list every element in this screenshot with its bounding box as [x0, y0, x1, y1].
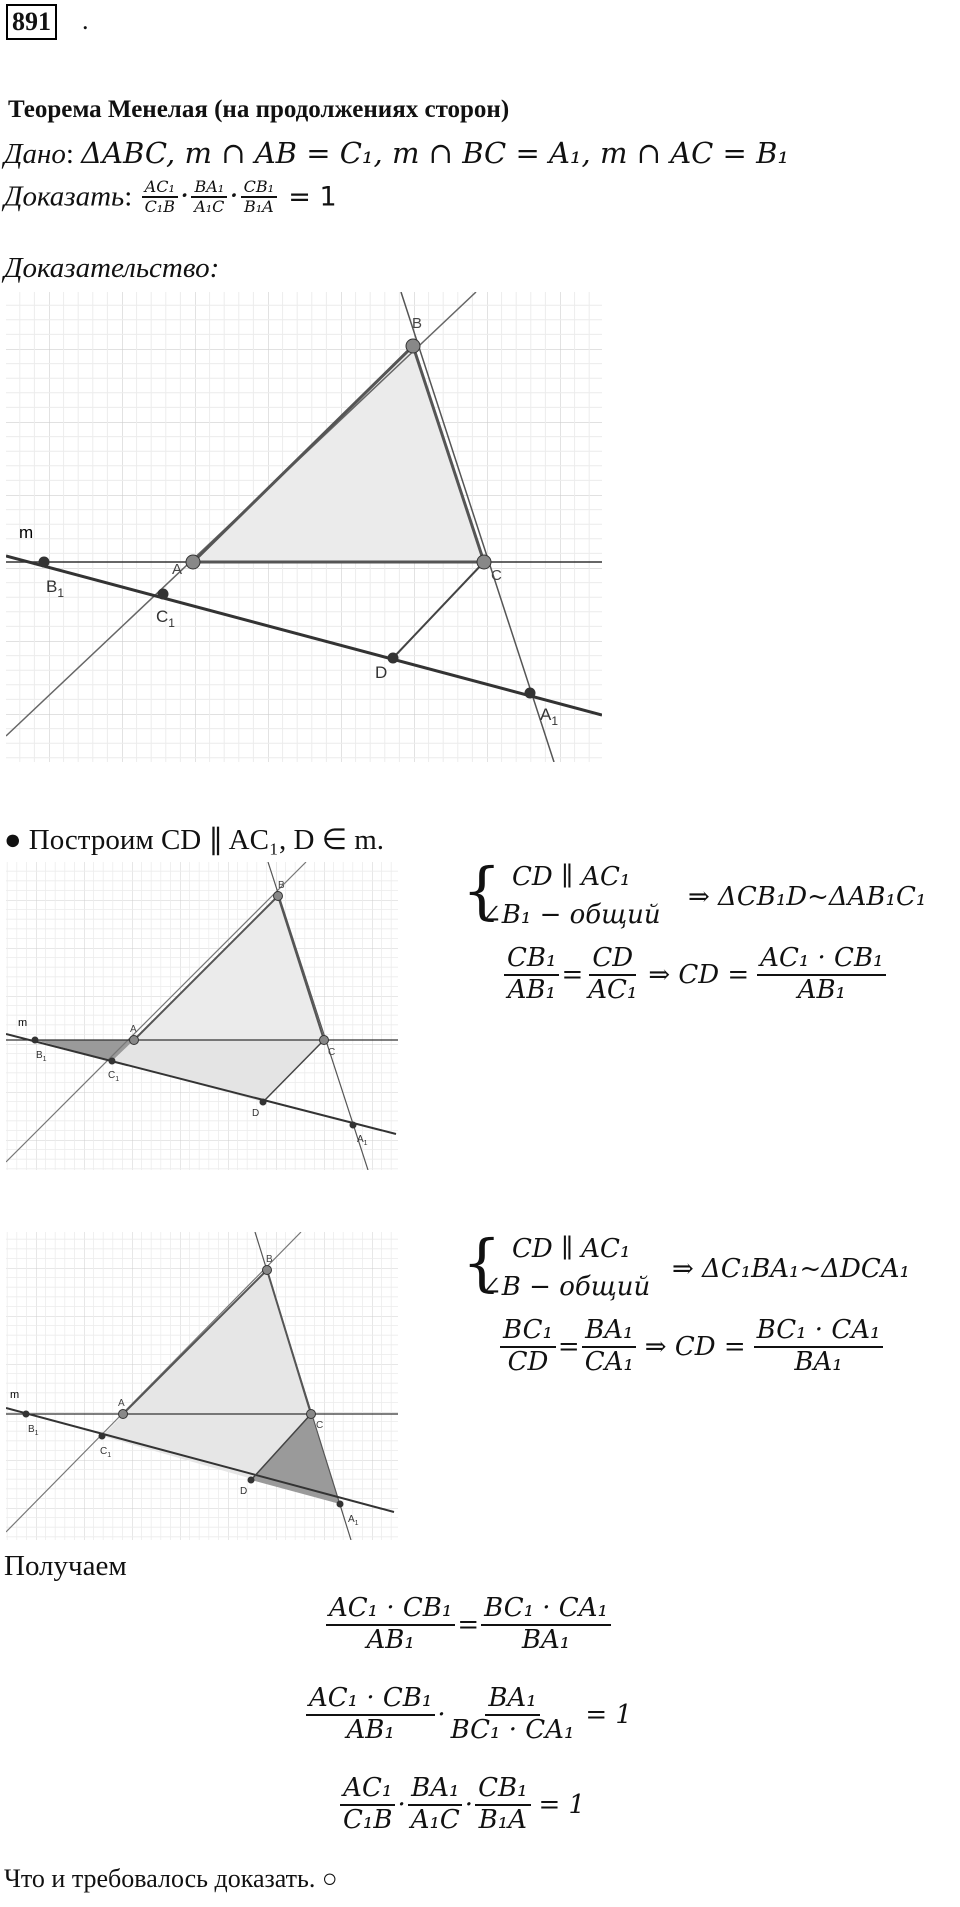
prove-frac2-den: A₁C: [194, 197, 225, 217]
label-b: B: [412, 315, 423, 332]
point-d: [388, 653, 399, 664]
given-line: Дано: ΔABC, m ∩ AB = C₁, m ∩ BC = A₁, m ∩ AC = B₁: [4, 136, 790, 170]
point-c: [307, 1410, 316, 1419]
r3-c-den: B₁A: [478, 1804, 527, 1835]
r3-b-num: BA₁: [408, 1774, 462, 1806]
label-a1: $A_1$: [540, 705, 559, 728]
point-c1: [99, 1433, 106, 1440]
step2-eq: =: [557, 1331, 580, 1362]
point-d: [248, 1477, 255, 1484]
proof-label: Доказательство:: [4, 252, 220, 284]
prove-label: Доказать: [4, 180, 125, 213]
point-a: [186, 555, 200, 569]
step1-frac1-num: CB₁: [504, 944, 559, 976]
label-c: C: [316, 1420, 324, 1431]
r1-left-den: AB₁: [366, 1624, 415, 1655]
label-c1: $C_1$: [156, 607, 175, 630]
step1-frac3-den: AB₁: [797, 974, 846, 1005]
result-line1: [324, 1594, 613, 1656]
conclusion: Что и требовалось доказать. ○: [4, 1864, 338, 1893]
step1-conclusion: ⇒ ΔCB₁D~ΔAB₁C₁: [688, 882, 927, 912]
label-d: D: [240, 1486, 248, 1497]
r3-a-num: AC₁: [340, 1774, 395, 1806]
r3-a-den: C₁B: [343, 1804, 393, 1835]
figure-step1: [6, 862, 398, 1170]
prove-frac3-den: B₁A: [243, 197, 274, 217]
label-c: C: [491, 567, 502, 584]
result-line2: [304, 1684, 632, 1746]
r3-one: = 1: [538, 1789, 586, 1820]
r2-a-den: AB₁: [346, 1714, 395, 1745]
r1-right-num: BC₁ · CA₁: [481, 1594, 611, 1626]
label-b1: $B_1$: [36, 1050, 47, 1063]
r3-dot1: ·: [397, 1789, 406, 1820]
point-c: [320, 1036, 329, 1045]
point-c1: [109, 1058, 116, 1065]
point-b1: [32, 1037, 39, 1044]
figure-step2: [6, 1232, 398, 1540]
step1-mid: ⇒ CD =: [648, 959, 750, 990]
label-c1: $C_1$: [100, 1446, 112, 1459]
point-a: [130, 1036, 139, 1045]
label-b: B: [278, 880, 285, 891]
r1-right-den: BA₁: [521, 1624, 571, 1655]
step2-ratio: [498, 1316, 885, 1378]
step1-eq: =: [561, 959, 584, 990]
label-a: A: [172, 561, 183, 578]
theorem-title: Теорема Менелая (на продолжениях сторон): [8, 96, 510, 123]
step1-ratio: [502, 944, 888, 1006]
point-b1: [23, 1411, 30, 1418]
step2-frac3-den: BA₁: [794, 1346, 843, 1377]
prove-line: Доказать: $\frac{\text{AC₁}}{\text{C₁B}}$ · $\frac{\text{BA₁}}{\text{A₁C}}$ · $\frac{\text{CB₁}}{\text{B₁A}}$ = 1: [4, 177, 337, 217]
step1-sys-line2: ∠B₁ − общий: [480, 900, 661, 930]
step2-mid: ⇒ CD =: [644, 1331, 746, 1362]
step2-sys-line1: CD ∥ AC₁: [512, 1234, 631, 1264]
result-label: Получаем: [4, 1550, 127, 1582]
label-b: B: [266, 1254, 273, 1265]
prove-frac3-num: CB₁: [241, 178, 277, 198]
label-a: A: [118, 1398, 125, 1409]
problem-number-dot: .: [82, 6, 89, 35]
label-m: m: [10, 1389, 20, 1401]
r2-b-den: BC₁ · CA₁: [450, 1714, 575, 1745]
label-m: m: [19, 523, 34, 542]
point-a1: [525, 688, 536, 699]
label-d: D: [252, 1108, 260, 1119]
point-b1: [39, 557, 50, 568]
prove-frac1-num: AC₁: [142, 178, 178, 198]
step1-frac2-num: CD: [589, 944, 636, 976]
step1-text: ● Построим CD ∥ AC₁, D ∈ m.: [4, 824, 385, 856]
point-a: [119, 1410, 128, 1419]
point-b: [406, 339, 420, 353]
label-a: A: [130, 1024, 137, 1035]
step1-sys-line1: CD ∥ AC₁: [512, 862, 631, 892]
point-a1: [337, 1501, 344, 1508]
r2-b-num: BA₁: [485, 1684, 539, 1716]
label-b1: $B_1$: [46, 577, 65, 600]
step2-sys-line2: ∠B − общий: [480, 1272, 651, 1302]
result-line3: [338, 1774, 585, 1836]
r3-b-den: A₁C: [410, 1804, 460, 1835]
label-c: C: [328, 1047, 336, 1058]
r3-dot2: ·: [464, 1789, 474, 1820]
label-a1: $A_1$: [357, 1134, 368, 1147]
label-m: m: [18, 1017, 28, 1029]
point-b: [263, 1266, 272, 1275]
step1-frac3-num: AC₁ · CB₁: [757, 944, 886, 976]
point-a1: [350, 1122, 357, 1129]
prove-frac1-den: C₁B: [144, 197, 175, 217]
given-text: ΔABC, m ∩ AB = C₁, m ∩ BC = A₁, m ∩ AC = B₁: [81, 136, 790, 170]
r2-a-num: AC₁ · CB₁: [306, 1684, 435, 1716]
step2-frac2-num: BA₁: [582, 1316, 636, 1348]
point-d: [260, 1099, 267, 1106]
step2-conclusion: ⇒ ΔC₁BA₁~ΔDCA₁: [672, 1254, 910, 1284]
system-brace: {: [462, 854, 502, 927]
step1-frac1-den: AB₁: [507, 974, 556, 1005]
figure-main: [6, 292, 602, 762]
label-b1: $B_1$: [28, 1424, 39, 1437]
step2-frac1-den: CD: [507, 1346, 549, 1377]
step2-frac1-num: BC₁: [500, 1316, 556, 1348]
prove-frac2-num: BA₁: [191, 178, 227, 198]
problem-number: 891: [6, 4, 57, 40]
r1-eq: =: [457, 1609, 480, 1640]
label-a1: $A_1$: [348, 1514, 359, 1527]
point-b: [274, 892, 283, 901]
step2-frac3-num: BC₁ · CA₁: [754, 1316, 884, 1348]
r2-one: = 1: [585, 1699, 632, 1730]
label-c1: $C_1$: [108, 1070, 120, 1083]
prove-rhs: = 1: [288, 181, 337, 213]
r2-dot: ·: [437, 1699, 446, 1730]
step1-frac2-den: AC₁: [588, 974, 638, 1005]
point-c1: [158, 589, 169, 600]
system-brace: {: [462, 1226, 502, 1299]
step2-frac2-den: CA₁: [584, 1346, 634, 1377]
point-c: [477, 555, 491, 569]
r3-c-num: CB₁: [475, 1774, 530, 1806]
r1-left-num: AC₁ · CB₁: [326, 1594, 455, 1626]
label-d: D: [375, 663, 388, 682]
given-label: Дано: [4, 138, 66, 170]
